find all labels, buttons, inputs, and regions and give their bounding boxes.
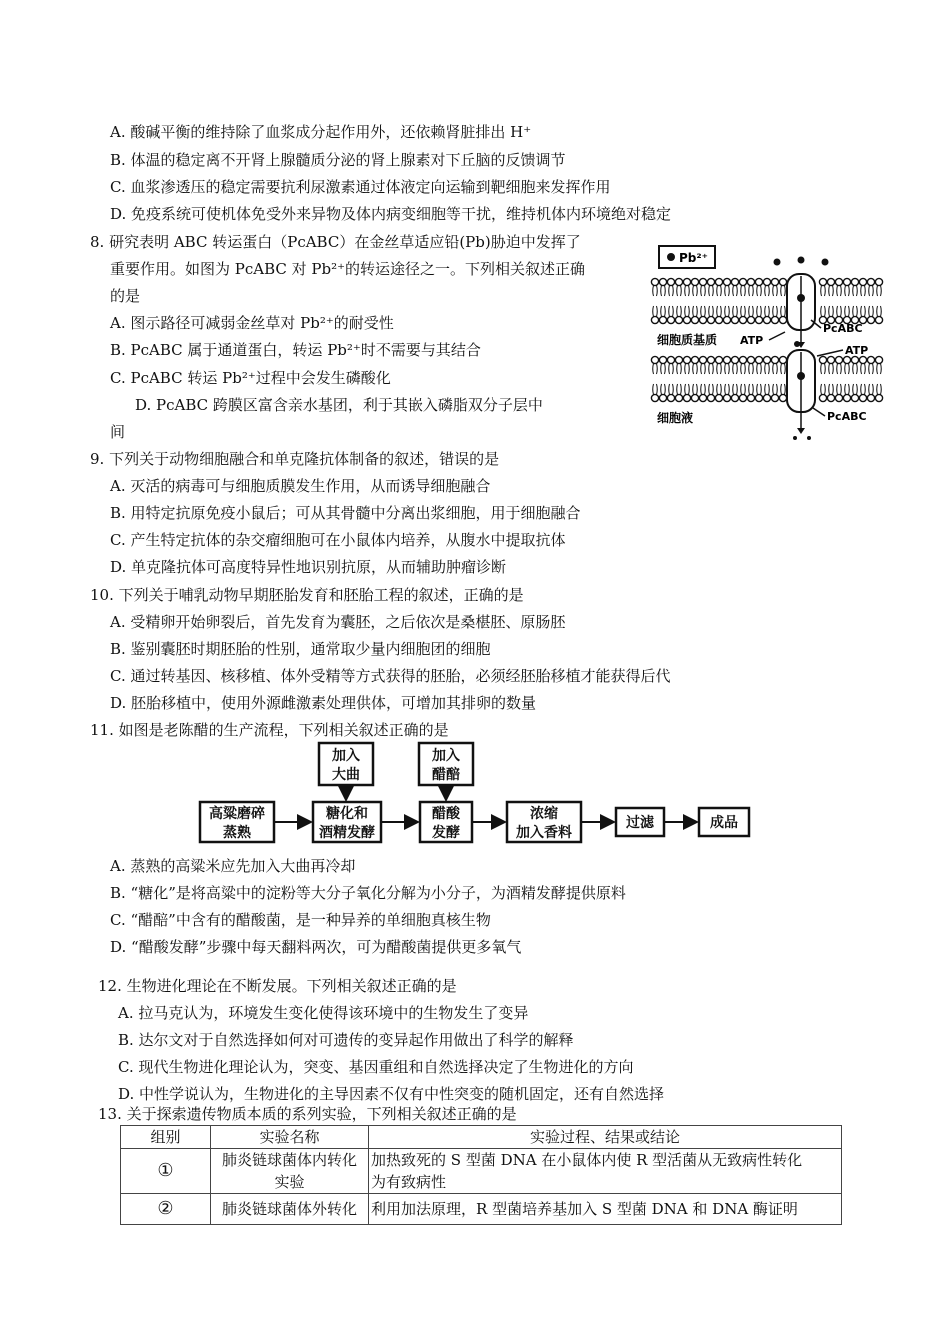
q11-option-a: A. 蒸熟的高粱米应先加入大曲再冷却: [110, 857, 356, 875]
q11-option-b: B. “糖化”是将高粱中的淀粉等大分子氧化分解为小分子，为酒精发酵提供原料: [110, 884, 626, 902]
q12-option-d: D. 中性学说认为，生物进化的主导因素不仅有中性突变的随机固定，还有自然选择: [118, 1085, 665, 1103]
q10-option-a: A. 受精卵开始卵裂后，首先发育为囊胚，之后依次是桑椹胚、原肠胚: [110, 613, 566, 631]
table-row: [121, 1194, 842, 1225]
svg-text:加入: 加入: [332, 748, 360, 764]
cell-process: 加热致死的 S 型菌 DNA 在小鼠体内使 R 型活菌从无致病性转化 为有致病性: [369, 1149, 842, 1194]
q12-option-a: A. 拉马克认为，环境发生变化使得该环境中的生物发生了变异: [118, 1004, 529, 1022]
atp-label-upper: ATP: [740, 334, 764, 347]
q10-option-d: D. 胚胎移植中，使用外源雌激素处理供体，可增加其排卵的数量: [110, 694, 537, 712]
pcabc-membrane-diagram: [645, 240, 890, 440]
q9-stem: 9. 下列关于动物细胞融合和单克隆抗体制备的叙述，错误的是: [90, 450, 500, 468]
flow-box-grind-steam: [200, 802, 274, 842]
flow-box-add-daqu: [319, 743, 373, 785]
q8-option-d: D. PcABC 跨膜区富含亲水基团，利于其嵌入磷脂双分子层中: [135, 396, 543, 414]
q11-stem: 11. 如图是老陈醋的生产流程，下列相关叙述正确的是: [90, 721, 449, 739]
flow-box-acetic-fermentation: [420, 802, 472, 842]
svg-text:加入: 加入: [432, 748, 460, 764]
cell-name: 肺炎链球菌体内转化 实验: [211, 1149, 369, 1194]
cell-group: ①: [121, 1149, 211, 1194]
flow-box-filter: [616, 808, 664, 836]
q8-option-d-cont: 间: [110, 423, 126, 441]
q8-stem-line3: 的是: [110, 287, 141, 305]
cytosol-label: 细胞液: [657, 411, 694, 425]
q7-option-c: C. 血浆渗透压的稳定需要抗利尿激素通过体液定向运输到靶细胞来发挥作用: [110, 178, 611, 196]
svg-text:发酵: 发酵: [432, 825, 460, 841]
flow-box-saccharification: [313, 802, 381, 842]
q9-option-a: A. 灭活的病毒可与细胞质膜发生作用，从而诱导细胞融合: [110, 477, 491, 495]
svg-text:高粱磨碎: 高粱磨碎: [209, 806, 265, 822]
q8-option-a: A. 图示路径可减弱金丝草对 Pb²⁺的耐受性: [110, 314, 394, 332]
pb-ion: [822, 259, 829, 266]
flow-box-concentrate: [507, 802, 581, 842]
q10-option-c: C. 通过转基因、核移植、体外受精等方式获得的胚胎，必须经胚胎移植才能获得后代: [110, 667, 671, 685]
pb-ion: [774, 259, 781, 266]
header-process: 实验过程、结果或结论: [369, 1126, 842, 1149]
svg-text:酒精发酵: 酒精发酵: [319, 825, 375, 841]
header-name: 实验名称: [211, 1126, 369, 1149]
cell-name: 肺炎链球菌体外转化: [211, 1194, 369, 1225]
q8-option-c: C. PcABC 转运 Pb²⁺过程中会发生磷酸化: [110, 369, 391, 387]
q12-stem: 12. 生物进化理论在不断发展。下列相关叙述正确的是: [98, 977, 457, 995]
svg-text:糖化和: 糖化和: [326, 806, 368, 822]
svg-text:过滤: 过滤: [626, 815, 654, 831]
pb-ion: [794, 341, 800, 347]
cell-process: 利用加法原理，R 型菌培养基加入 S 型菌 DNA 和 DNA 酶证明: [369, 1194, 842, 1225]
q8-stem-line1: 8. 研究表明 ABC 转运蛋白（PcABC）在金丝草适应铅(Pb)胁迫中发挥了: [90, 233, 581, 251]
cell-group: ②: [121, 1194, 211, 1225]
q7-option-a: A. 酸碱平衡的维持除了血浆成分起作用外，还依赖肾脏排出 H⁺: [110, 123, 532, 141]
svg-text:醋酸: 醋酸: [432, 806, 460, 822]
experiment-table: [120, 1125, 842, 1225]
vinegar-production-flowchart: [195, 740, 760, 845]
svg-text:成品: 成品: [710, 815, 738, 831]
q11-option-c: C. “醋醅”中含有的醋酸菌，是一种异养的单细胞真核生物: [110, 911, 491, 929]
vacuole-membrane: [651, 356, 882, 401]
flow-box-add-cupei: [419, 743, 473, 785]
q7-option-b: B. 体温的稳定离不开肾上腺髓质分泌的肾上腺素对下丘脑的反馈调节: [110, 151, 566, 169]
table-row: [121, 1149, 842, 1194]
q8-option-b: B. PcABC 属于通道蛋白，转运 Pb²⁺时不需要与其结合: [110, 341, 481, 359]
q12-option-c: C. 现代生物进化理论认为，突变、基因重组和自然选择决定了生物进化的方向: [118, 1058, 634, 1076]
q12-option-b: B. 达尔文对于自然选择如何对可遗传的变异起作用做出了科学的解释: [118, 1031, 574, 1049]
svg-text:醋醅: 醋醅: [432, 767, 460, 783]
pcabc-label-lower: PcABC: [827, 410, 867, 423]
pcabc-label-upper: PcABC: [823, 322, 863, 335]
pcabc-transporter-upper: [787, 274, 815, 348]
plasma-membrane: [651, 278, 882, 323]
flow-box-product: [699, 808, 749, 836]
q13-stem: 13. 关于探索遗传物质本质的系列实验，下列相关叙述正确的是: [98, 1105, 517, 1123]
q8-stem-line2: 重要作用。如图为 PcABC 对 Pb²⁺的转运途径之一。下列相关叙述正确: [110, 260, 586, 278]
q11-option-d: D. “醋酸发酵”步骤中每天翻料两次，可为醋酸菌提供更多氧气: [110, 938, 522, 956]
pb-legend-label: Pb²⁺: [679, 251, 708, 265]
atp-label-lower: ATP: [845, 344, 869, 357]
q9-option-b: B. 用特定抗原免疫小鼠后；可从其骨髓中分离出浆细胞，用于细胞融合: [110, 504, 581, 522]
q10-option-b: B. 鉴别囊胚时期胚胎的性别，通常取少量内细胞团的细胞: [110, 640, 491, 658]
pcabc-transporter-lower: [787, 350, 815, 434]
q9-option-c: C. 产生特定抗体的杂交瘤细胞可在小鼠体内培养，从腹水中提取抗体: [110, 531, 566, 549]
svg-text:蒸熟: 蒸熟: [223, 825, 251, 841]
pb-ion: [798, 257, 805, 264]
pb-ion-legend-icon: [667, 253, 675, 261]
svg-text:浓缩: 浓缩: [530, 806, 558, 822]
header-group: 组别: [121, 1126, 211, 1149]
cytoplasm-matrix-label: 细胞质基质: [657, 333, 718, 347]
q9-option-d: D. 单克隆抗体可高度特异性地识别抗原，从而辅助肿瘤诊断: [110, 558, 507, 576]
svg-text:加入香料: 加入香料: [516, 825, 572, 841]
q7-option-d: D. 免疫系统可使机体免受外来异物及体内病变细胞等干扰，维持机体内环境绝对稳定: [110, 205, 672, 223]
table-header-row: [121, 1126, 842, 1149]
svg-text:大曲: 大曲: [332, 767, 360, 783]
q10-stem: 10. 下列关于哺乳动物早期胚胎发育和胚胎工程的叙述，正确的是: [90, 586, 524, 604]
